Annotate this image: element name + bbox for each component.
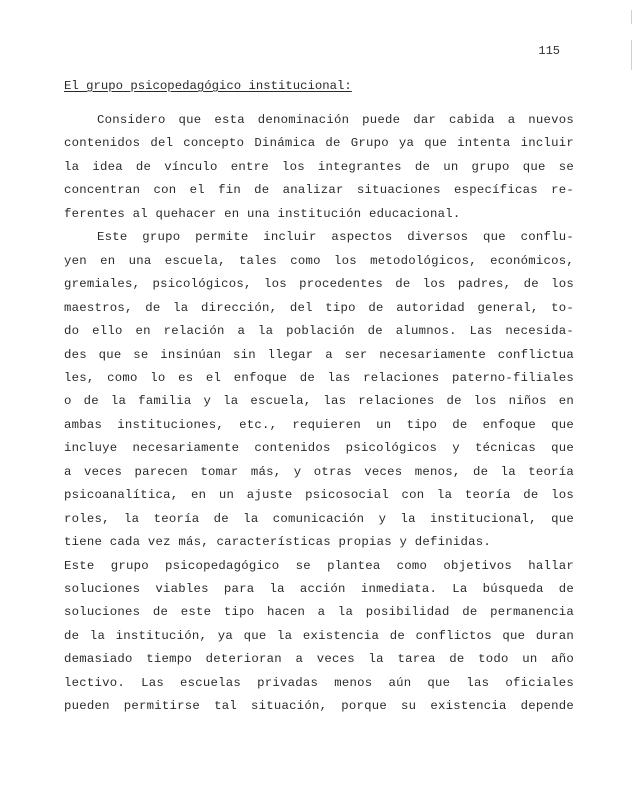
text-line: Considero que esta denominación puede dar cabida a nuevos xyxy=(97,113,574,127)
scan-edge-mark xyxy=(631,40,632,70)
text-line: a veces parecen tomar más, y otras veces menos, de la teoría xyxy=(64,464,574,479)
text-line: Este grupo permite incluir aspectos diversos que conflu- xyxy=(97,230,574,245)
text-line: pueden permitirse tal situación, porque su existencia depende xyxy=(64,699,574,714)
text-line: ambas instituciones, etc., requieren un tipo de enfoque que xyxy=(64,417,574,432)
text-line: la idea de vínculo entre los integrantes de un grupo que se xyxy=(64,159,574,174)
text-line: des que se insinúan sin llegar a ser necesariamente conflictua xyxy=(64,347,574,362)
text-line: demasiado tiempo deterioran a veces la tarea de todo un año xyxy=(64,652,574,667)
section-heading: El grupo psicopedagógico institucional: xyxy=(64,79,352,93)
text-line: o de la familia y la escuela, las relaciones de los niños en xyxy=(64,394,574,409)
page-number: 115 xyxy=(538,44,560,58)
text-line: contenidos del concepto Dinámica de Grupo ya que intenta incluir xyxy=(64,136,574,151)
text-line: gremiales, psicológicos, los procedentes de los padres, de los xyxy=(64,277,574,292)
text-line: Este grupo psicopedagógico se plantea como objetivos hallar xyxy=(64,558,574,573)
text-line: lectivo. Las escuelas privadas menos aún que las oficiales xyxy=(64,675,574,690)
text-line: ferentes al quehacer en una institución educacional. xyxy=(64,206,461,221)
text-line: yen en una escuela, tales como los metodológicos, económicos, xyxy=(64,253,574,268)
text-line: de la institución, ya que la existencia de conflictos que duran xyxy=(64,628,574,643)
text-line: do ello en relación a la población de alumnos. Las necesida- xyxy=(64,324,574,339)
text-line: soluciones de este tipo hacen a la posibilidad de permanencia xyxy=(64,605,574,620)
text-line: concentran con el fin de analizar situaciones específicas re- xyxy=(64,183,574,198)
text-line: psicoanalítica, en un ajuste psicosocial con la teoría de los xyxy=(64,488,574,503)
text-line: incluye necesariamente contenidos psicológicos y técnicas que xyxy=(64,441,574,456)
text-line: roles, la teoría de la comunicación y la institucional, que xyxy=(64,511,574,526)
text-line: les, como lo es el enfoque de las relaciones paterno-filiales xyxy=(64,370,574,385)
text-line: maestros, de la dirección, del tipo de autoridad general, to- xyxy=(64,300,574,315)
text-line: tiene cada vez más, características propias y definidas. xyxy=(64,535,492,550)
text-line: soluciones viables para la acción inmediata. La búsqueda de xyxy=(64,582,574,596)
scan-edge-mark xyxy=(631,10,632,24)
